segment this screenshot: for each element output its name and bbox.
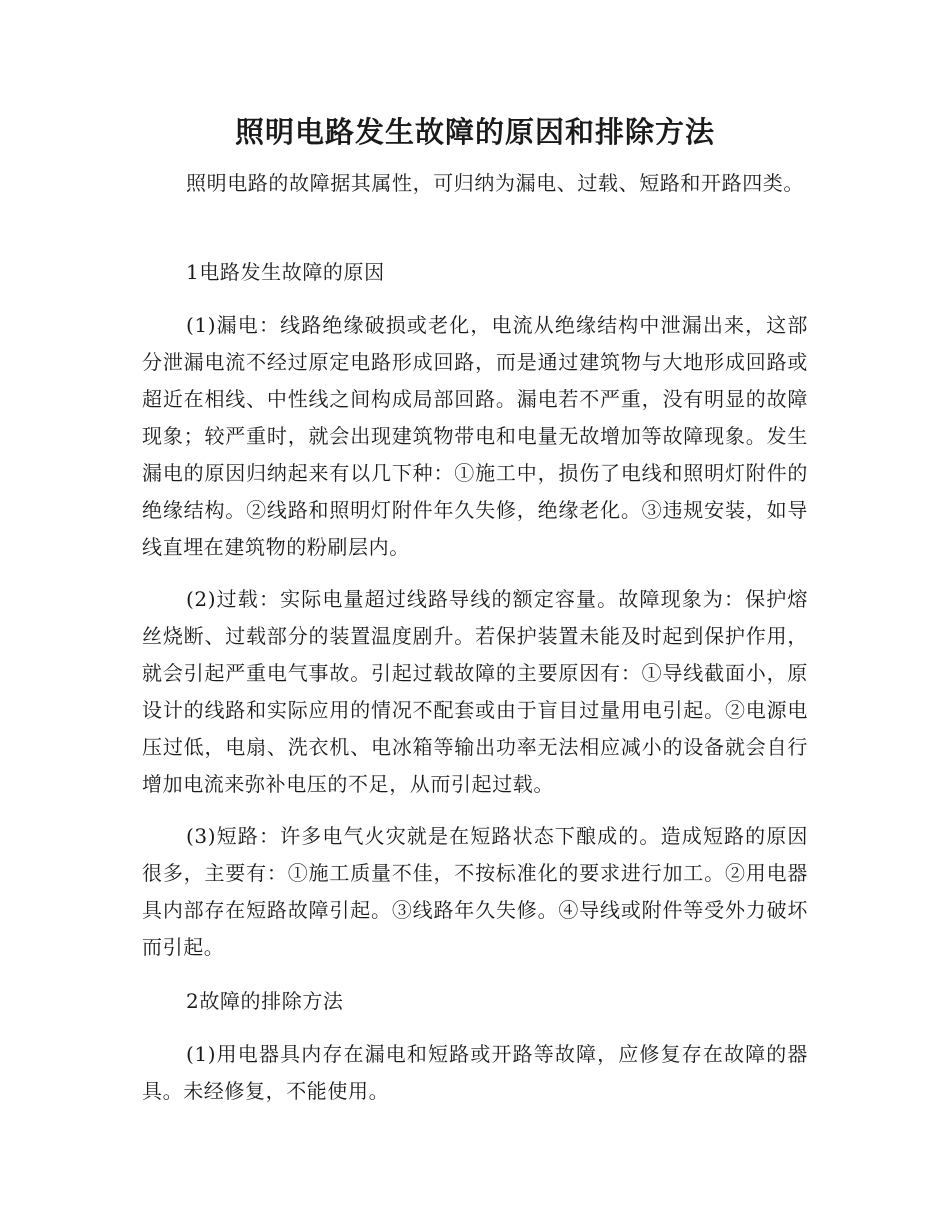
intro-paragraph: 照明电路的故障据其属性，可归纳为漏电、过载、短路和开路四类。	[186, 171, 804, 195]
document-title: 照明电路发生故障的原因和排除方法	[234, 115, 715, 149]
paragraph-repair-appliances: (1)用电器具内存在漏电和短路或开路等故障，应修复存在故障的器具。未经修复，不能使用。	[142, 1042, 808, 1103]
paragraph-leakage: (1)漏电：线路绝缘破损或老化，电流从绝缘结构中泄漏出来，这部分泄漏电流不经过原定电路形成回路，而是通过建筑物与大地形成回路或超近在相线、中性线之间构成局部回路。漏电若不严重，没有明显的故障现象；较严重时，就会出现建筑物带电和电量无故增加等故障现象。发生漏电的原因归纳起来有以几下种：①施工中，损伤了电线和照明灯附件的绝缘结构。②线路和照明灯附件年久失修，绝缘老化。③违规安装，如导线直埋在建筑物的粉刷层内。	[142, 313, 808, 559]
paragraph-short-circuit: (3)短路：许多电气火灾就是在短路状态下酿成的。造成短路的原因很多，主要有：①施工质量不佳，不按标准化的要求进行加工。②用电器具内部存在短路故障引起。③线路年久失修。④导线或附件等受外力破坏而引起。	[142, 824, 808, 959]
paragraph-overload: (2)过载：实际电量超过线路导线的额定容量。故障现象为：保护熔丝烧断、过载部分的装置温度剧升。若保护装置未能及时起到保护作用，就会引起严重电气事故。引起过载故障的主要原因有：①导线截面小，原设计的线路和实际应用的情况不配套或由于盲目过量用电引起。②电源电压过低，电扇、洗衣机、电冰箱等输出功率无法相应减小的设备就会自行增加电流来弥补电压的不足，从而引起过载。	[142, 587, 808, 796]
section-heading-causes: 1电路发生故障的原因	[186, 260, 385, 284]
section-heading-troubleshooting: 2故障的排除方法	[186, 989, 344, 1013]
